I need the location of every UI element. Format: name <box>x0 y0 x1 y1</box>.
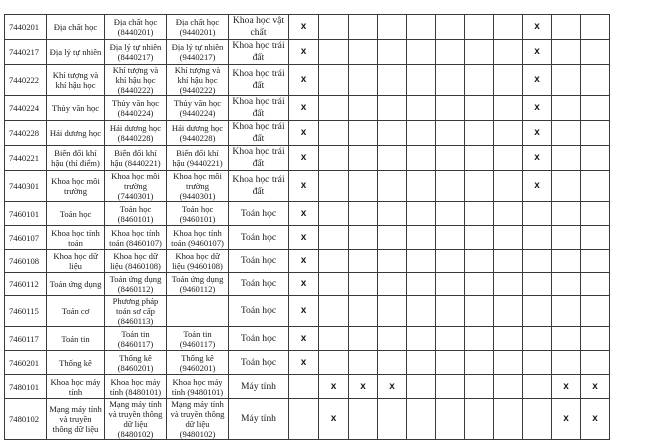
row-field-group: Toán học <box>229 202 289 226</box>
row-mark-cell: x <box>289 65 319 96</box>
row-mark-cell <box>319 226 349 250</box>
row-mark-cell <box>465 15 494 40</box>
row-mark-cell <box>552 202 581 226</box>
row-name: Khoa học máy tính <box>47 375 105 399</box>
row-name: Mạng máy tính và truyền thông dữ liệu <box>47 399 105 440</box>
row-code: 7440221 <box>5 146 47 171</box>
row-mark-cell <box>552 171 581 202</box>
table-row <box>5 250 610 273</box>
row-mark-cell <box>378 121 407 146</box>
row-mark-cell <box>378 96 407 121</box>
row-mark-cell <box>436 296 465 327</box>
row-mark-cell <box>581 146 610 171</box>
program-table <box>4 14 610 440</box>
row-mark-cell <box>378 171 407 202</box>
row-field-group: Khoa học trái đất <box>229 121 289 146</box>
row-mark-cell <box>581 327 610 351</box>
row-mark-cell: x <box>523 15 552 40</box>
row-mark-cell <box>407 121 436 146</box>
table-row <box>5 273 610 296</box>
row-mark-cell <box>349 296 378 327</box>
row-mark-cell <box>494 146 523 171</box>
row-mark-cell <box>349 399 378 440</box>
row-doctoral-program: Khí tượng và khí hậu học (9440222) <box>167 65 229 96</box>
row-name: Biến đổi khí hậu (thí điểm) <box>47 146 105 171</box>
row-code: 7480102 <box>5 399 47 440</box>
table-row <box>5 296 610 327</box>
row-masters-program: Khoa học dữ liệu (8460108) <box>105 250 167 273</box>
row-masters-program: Thủy văn học (8440224) <box>105 96 167 121</box>
row-mark-cell <box>436 327 465 351</box>
row-mark-cell: x <box>289 351 319 375</box>
row-mark-cell: x <box>552 399 581 440</box>
row-field-group: Toán học <box>229 273 289 296</box>
row-mark-cell <box>581 121 610 146</box>
row-mark-cell <box>436 273 465 296</box>
row-mark-cell <box>581 250 610 273</box>
row-mark-cell: x <box>289 15 319 40</box>
row-mark-cell <box>465 121 494 146</box>
row-mark-cell <box>494 250 523 273</box>
row-mark-cell <box>349 65 378 96</box>
row-masters-program: Biến đổi khí hậu (8440221) <box>105 146 167 171</box>
row-code: 7460201 <box>5 351 47 375</box>
row-mark-cell <box>494 375 523 399</box>
row-mark-cell <box>494 40 523 65</box>
row-mark-cell <box>465 273 494 296</box>
row-mark-cell <box>581 226 610 250</box>
row-mark-cell: x <box>523 65 552 96</box>
row-field-group: Khoa học trái đất <box>229 171 289 202</box>
row-mark-cell <box>349 351 378 375</box>
row-doctoral-program: Khoa học máy tính (9480101) <box>167 375 229 399</box>
table-row <box>5 226 610 250</box>
row-doctoral-program: Thủy văn học (9440224) <box>167 96 229 121</box>
row-doctoral-program: Toán ứng dụng (9460112) <box>167 273 229 296</box>
row-mark-cell <box>319 121 349 146</box>
row-masters-program: Phương pháp toán sơ cấp (8460113) <box>105 296 167 327</box>
row-name: Toán tin <box>47 327 105 351</box>
row-mark-cell <box>436 171 465 202</box>
row-mark-cell <box>349 146 378 171</box>
row-mark-cell: x <box>289 202 319 226</box>
row-mark-cell <box>523 399 552 440</box>
row-doctoral-program: Địa lý tự nhiên (9440217) <box>167 40 229 65</box>
row-mark-cell <box>349 171 378 202</box>
row-mark-cell: x <box>319 375 349 399</box>
row-mark-cell <box>494 96 523 121</box>
row-mark-cell <box>319 146 349 171</box>
table-body <box>5 15 610 440</box>
row-name: Toán ứng dụng <box>47 273 105 296</box>
row-mark-cell <box>436 226 465 250</box>
table-row <box>5 96 610 121</box>
row-masters-program: Địa lý tự nhiên (8440217) <box>105 40 167 65</box>
row-field-group: Khoa học trái đất <box>229 40 289 65</box>
row-mark-cell <box>378 273 407 296</box>
row-doctoral-program: Biến đổi khí hậu (9440221) <box>167 146 229 171</box>
row-mark-cell <box>581 273 610 296</box>
row-field-group: Toán học <box>229 327 289 351</box>
row-field-group: Máy tính <box>229 375 289 399</box>
row-mark-cell: x <box>289 250 319 273</box>
row-mark-cell <box>349 202 378 226</box>
row-mark-cell: x <box>289 171 319 202</box>
row-mark-cell <box>465 250 494 273</box>
row-mark-cell <box>494 226 523 250</box>
row-mark-cell <box>407 226 436 250</box>
row-mark-cell <box>407 296 436 327</box>
row-mark-cell <box>552 146 581 171</box>
row-name: Khoa học dữ liệu <box>47 250 105 273</box>
row-mark-cell <box>494 273 523 296</box>
row-name: Thống kê <box>47 351 105 375</box>
row-mark-cell <box>436 121 465 146</box>
row-mark-cell <box>289 399 319 440</box>
row-mark-cell <box>349 40 378 65</box>
row-code: 7440201 <box>5 15 47 40</box>
row-doctoral-program <box>167 296 229 327</box>
row-mark-cell <box>378 202 407 226</box>
row-field-group: Khoa học trái đất <box>229 65 289 96</box>
row-mark-cell: x <box>378 375 407 399</box>
row-mark-cell <box>523 296 552 327</box>
row-mark-cell <box>523 273 552 296</box>
row-doctoral-program: Địa chất học (9440201) <box>167 15 229 40</box>
row-mark-cell <box>465 171 494 202</box>
row-mark-cell: x <box>289 121 319 146</box>
row-masters-program: Khoa học tính toán (8460107) <box>105 226 167 250</box>
row-code: 7440217 <box>5 40 47 65</box>
row-mark-cell <box>494 202 523 226</box>
row-mark-cell <box>378 226 407 250</box>
row-mark-cell <box>436 65 465 96</box>
row-mark-cell <box>349 15 378 40</box>
row-mark-cell <box>436 40 465 65</box>
row-mark-cell <box>378 65 407 96</box>
row-mark-cell <box>552 273 581 296</box>
row-mark-cell <box>465 327 494 351</box>
row-mark-cell <box>436 375 465 399</box>
row-mark-cell <box>581 65 610 96</box>
row-field-group: Toán học <box>229 351 289 375</box>
row-mark-cell <box>378 15 407 40</box>
row-mark-cell <box>436 399 465 440</box>
row-mark-cell <box>349 226 378 250</box>
table-row <box>5 327 610 351</box>
row-mark-cell <box>552 40 581 65</box>
row-mark-cell <box>494 121 523 146</box>
row-mark-cell <box>523 327 552 351</box>
row-masters-program: Hải dương học (8440228) <box>105 121 167 146</box>
row-mark-cell <box>552 121 581 146</box>
row-name: Toán cơ <box>47 296 105 327</box>
row-mark-cell <box>407 250 436 273</box>
row-mark-cell <box>581 202 610 226</box>
row-doctoral-program: Hải dương học (9440228) <box>167 121 229 146</box>
row-masters-program: Toán tin (8460117) <box>105 327 167 351</box>
row-mark-cell: x <box>523 40 552 65</box>
row-code: 7480101 <box>5 375 47 399</box>
row-mark-cell <box>407 96 436 121</box>
row-mark-cell <box>407 327 436 351</box>
row-mark-cell <box>465 202 494 226</box>
row-field-group: Toán học <box>229 250 289 273</box>
row-mark-cell <box>552 15 581 40</box>
row-masters-program: Khoa học môi trường (7440301) <box>105 171 167 202</box>
row-mark-cell <box>523 375 552 399</box>
row-doctoral-program: Khoa học dữ liệu (9460108) <box>167 250 229 273</box>
row-mark-cell: x <box>289 96 319 121</box>
row-mark-cell <box>289 375 319 399</box>
row-field-group: Toán học <box>229 296 289 327</box>
table-row <box>5 146 610 171</box>
row-mark-cell <box>378 146 407 171</box>
table-row <box>5 202 610 226</box>
row-masters-program: Khí tượng và khí hậu học (8440222) <box>105 65 167 96</box>
row-mark-cell <box>494 296 523 327</box>
row-name: Địa lý tự nhiên <box>47 40 105 65</box>
row-mark-cell <box>465 65 494 96</box>
row-mark-cell <box>407 375 436 399</box>
row-mark-cell <box>436 96 465 121</box>
row-mark-cell <box>552 327 581 351</box>
row-mark-cell <box>407 202 436 226</box>
row-mark-cell: x <box>523 146 552 171</box>
row-code: 7460108 <box>5 250 47 273</box>
row-mark-cell <box>319 65 349 96</box>
row-mark-cell <box>319 171 349 202</box>
row-mark-cell <box>523 351 552 375</box>
row-name: Khoa học môi trường <box>47 171 105 202</box>
row-mark-cell <box>552 351 581 375</box>
row-mark-cell: x <box>289 296 319 327</box>
table-row <box>5 40 610 65</box>
row-mark-cell <box>319 202 349 226</box>
row-mark-cell <box>319 327 349 351</box>
row-doctoral-program: Khoa học tính toán (9460107) <box>167 226 229 250</box>
row-name: Địa chất học <box>47 15 105 40</box>
row-mark-cell <box>436 146 465 171</box>
row-field-group: Khoa học trái đất <box>229 146 289 171</box>
row-masters-program: Mạng máy tính và truyền thông dữ liệu (8480102) <box>105 399 167 440</box>
row-mark-cell <box>465 375 494 399</box>
row-mark-cell <box>407 351 436 375</box>
row-mark-cell <box>581 296 610 327</box>
row-mark-cell <box>349 327 378 351</box>
row-code: 7440222 <box>5 65 47 96</box>
row-name: Thủy văn học <box>47 96 105 121</box>
row-mark-cell <box>407 65 436 96</box>
row-mark-cell: x <box>289 146 319 171</box>
row-mark-cell: x <box>289 327 319 351</box>
table-row <box>5 15 610 40</box>
row-mark-cell <box>407 146 436 171</box>
row-code: 7460107 <box>5 226 47 250</box>
row-field-group: Máy tính <box>229 399 289 440</box>
row-mark-cell <box>319 96 349 121</box>
row-name: Toán học <box>47 202 105 226</box>
row-mark-cell <box>465 96 494 121</box>
row-mark-cell: x <box>289 40 319 65</box>
row-doctoral-program: Thống kê (9460201) <box>167 351 229 375</box>
row-mark-cell <box>552 65 581 96</box>
row-doctoral-program: Khoa học môi trường (9440301) <box>167 171 229 202</box>
row-mark-cell <box>349 121 378 146</box>
row-mark-cell: x <box>581 375 610 399</box>
row-mark-cell <box>581 96 610 121</box>
row-mark-cell <box>349 96 378 121</box>
row-mark-cell: x <box>289 226 319 250</box>
row-mark-cell: x <box>581 399 610 440</box>
row-doctoral-program: Toán học (9460101) <box>167 202 229 226</box>
row-mark-cell <box>319 296 349 327</box>
row-mark-cell <box>319 250 349 273</box>
row-mark-cell <box>523 250 552 273</box>
row-mark-cell <box>581 171 610 202</box>
row-mark-cell <box>581 351 610 375</box>
row-mark-cell <box>378 250 407 273</box>
row-mark-cell <box>552 96 581 121</box>
row-mark-cell <box>349 250 378 273</box>
row-mark-cell: x <box>523 96 552 121</box>
row-mark-cell <box>378 40 407 65</box>
row-mark-cell <box>319 40 349 65</box>
table-row <box>5 121 610 146</box>
row-mark-cell <box>465 399 494 440</box>
row-mark-cell <box>494 15 523 40</box>
row-code: 7460115 <box>5 296 47 327</box>
row-mark-cell <box>378 399 407 440</box>
row-mark-cell <box>436 351 465 375</box>
row-mark-cell <box>436 15 465 40</box>
row-mark-cell <box>407 40 436 65</box>
row-code: 7460112 <box>5 273 47 296</box>
row-mark-cell <box>349 273 378 296</box>
row-mark-cell <box>378 351 407 375</box>
row-mark-cell <box>378 296 407 327</box>
row-mark-cell <box>552 296 581 327</box>
row-name: Khí tượng và khí hậu học <box>47 65 105 96</box>
row-masters-program: Địa chất học (8440201) <box>105 15 167 40</box>
row-code: 7460101 <box>5 202 47 226</box>
row-field-group: Toán học <box>229 226 289 250</box>
row-mark-cell <box>581 40 610 65</box>
row-mark-cell <box>465 351 494 375</box>
row-doctoral-program: Mạng máy tính và truyền thông dữ liệu (9480102) <box>167 399 229 440</box>
row-field-group: Khoa học trái đất <box>229 96 289 121</box>
row-mark-cell <box>407 273 436 296</box>
row-mark-cell <box>436 202 465 226</box>
row-mark-cell: x <box>523 121 552 146</box>
row-mark-cell: x <box>552 375 581 399</box>
row-field-group: Khoa học vật chất <box>229 15 289 40</box>
row-mark-cell <box>552 226 581 250</box>
row-mark-cell <box>465 40 494 65</box>
row-mark-cell: x <box>319 399 349 440</box>
row-masters-program: Khoa học máy tính (8480101) <box>105 375 167 399</box>
table-row <box>5 375 610 399</box>
row-mark-cell: x <box>289 273 319 296</box>
row-mark-cell <box>407 15 436 40</box>
row-mark-cell <box>494 399 523 440</box>
row-mark-cell <box>494 327 523 351</box>
row-masters-program: Toán ứng dụng (8460112) <box>105 273 167 296</box>
row-mark-cell <box>465 146 494 171</box>
row-mark-cell <box>319 273 349 296</box>
table-row <box>5 399 610 440</box>
row-doctoral-program: Toán tin (9460117) <box>167 327 229 351</box>
row-name: Hải dương học <box>47 121 105 146</box>
table-row <box>5 65 610 96</box>
row-mark-cell <box>465 226 494 250</box>
row-mark-cell <box>494 171 523 202</box>
row-mark-cell <box>494 351 523 375</box>
table-row <box>5 351 610 375</box>
row-mark-cell <box>378 327 407 351</box>
row-name: Khoa học tính toán <box>47 226 105 250</box>
row-mark-cell <box>319 351 349 375</box>
row-mark-cell <box>494 65 523 96</box>
row-mark-cell <box>465 296 494 327</box>
row-mark-cell <box>581 15 610 40</box>
table-row <box>5 171 610 202</box>
row-code: 7460117 <box>5 327 47 351</box>
row-mark-cell: x <box>523 171 552 202</box>
row-mark-cell: x <box>349 375 378 399</box>
row-mark-cell <box>407 171 436 202</box>
row-code: 7440224 <box>5 96 47 121</box>
row-mark-cell <box>407 399 436 440</box>
row-masters-program: Toán học (8460101) <box>105 202 167 226</box>
row-mark-cell <box>436 250 465 273</box>
row-code: 7440228 <box>5 121 47 146</box>
row-code: 7440301 <box>5 171 47 202</box>
row-masters-program: Thống kê (8460201) <box>105 351 167 375</box>
row-mark-cell <box>523 226 552 250</box>
row-mark-cell <box>552 250 581 273</box>
row-mark-cell <box>523 202 552 226</box>
row-mark-cell <box>319 15 349 40</box>
